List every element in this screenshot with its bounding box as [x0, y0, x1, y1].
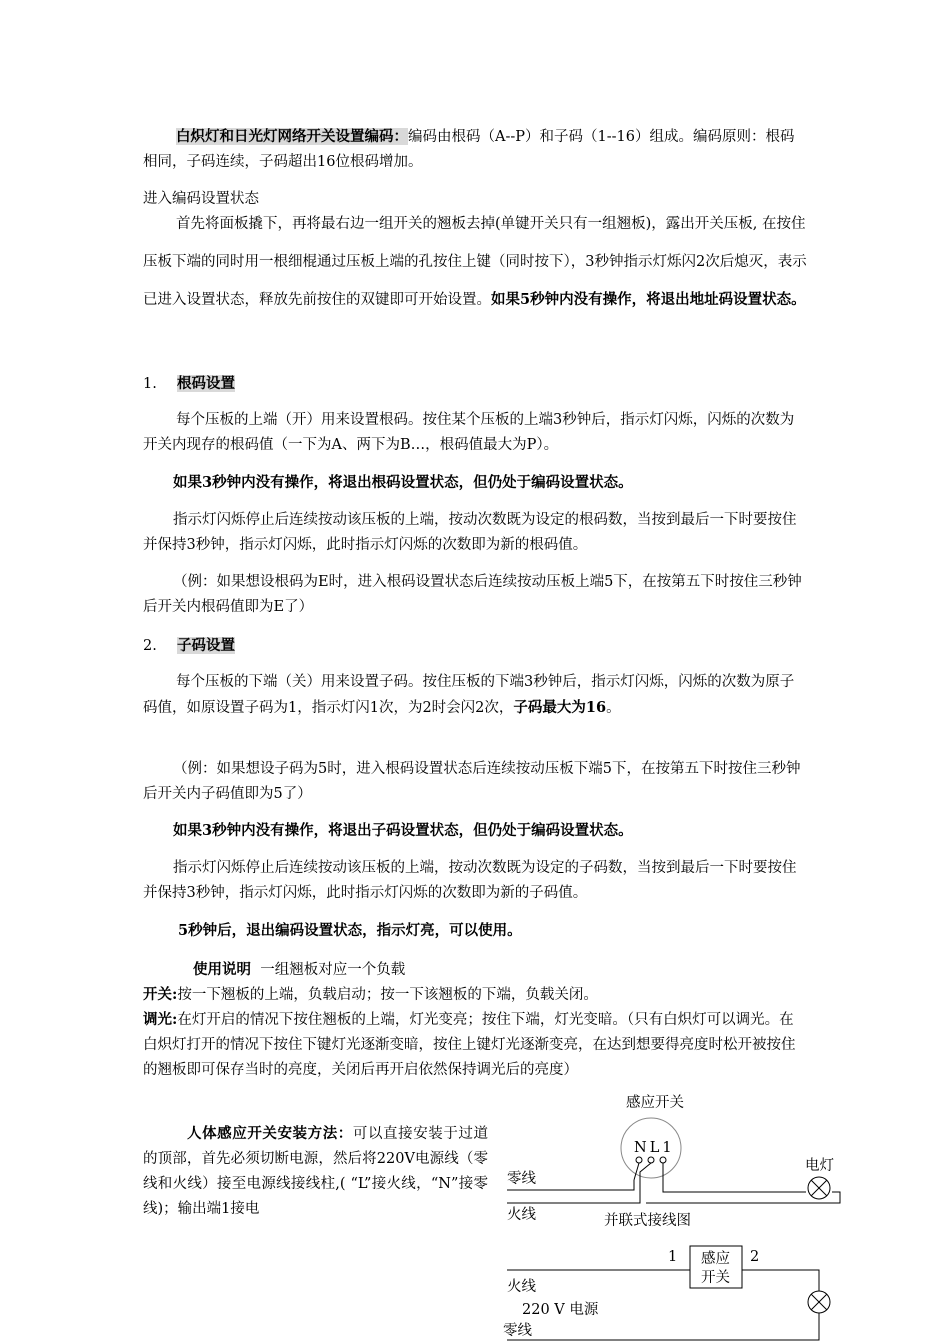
section1-p2: 如果3秒钟内没有操作，将退出根码设置状态，但仍处于编码设置状态。 — [173, 474, 633, 491]
neutral-drop — [634, 1163, 639, 1180]
usage-title: 使用说明 — [193, 961, 251, 978]
section1-p4: （例：如果想设根码为E时，进入根码设置状态后连续按动压板上端5下，在按第五下时按住三秒钟后开关内根码值即为E了） — [143, 574, 802, 615]
terminal-1-dot — [660, 1157, 666, 1163]
install-title: 人体感应开关安装方法： — [187, 1124, 353, 1142]
terminals-label: NL1 — [634, 1140, 675, 1156]
live-label: 火线 — [507, 1207, 536, 1223]
switch-label-line2: 开关 — [701, 1270, 730, 1286]
section2-p2: （例：如果想设子码为5时，进入根码设置状态后连续按动压板下端5下，在按第五下时按住三秒钟后开关内子码值即为5了） — [143, 761, 801, 802]
usage-switch-text: 按一下翘板的上端，负载启动；按一下该翘板的下端，负载关闭。 — [177, 987, 598, 1003]
section2-p1-bold: 子码最大为16 — [513, 699, 607, 716]
section1-title: 根码设置 — [177, 375, 235, 392]
install-text: 可以直接安装于过道的顶部，首先必须切断电源，然后将220V电源线（零线和火线）接至电源线接线柱,( “L”接火线，“N”接零线)；输出端1接电 — [143, 1125, 489, 1217]
source-label: 220 V 电源 — [522, 1302, 599, 1318]
usage-subtitle: 一组翘板对应一个负载 — [260, 962, 406, 978]
neutral-label: 零线 — [507, 1171, 536, 1187]
terminal-l-dot — [648, 1157, 654, 1163]
section2-p3: 如果3秒钟内没有操作，将退出子码设置状态，但仍处于编码设置状态。 — [173, 822, 633, 839]
neutral-label-2: 零线 — [503, 1323, 532, 1339]
diagram1-caption: 并联式接线图 — [604, 1213, 691, 1229]
usage-switch-label: 开关: — [143, 986, 178, 1003]
section2-p4: 指示灯闪烁停止后连续按动该压板的上端，按动次数既为设定的子码数，当按到最后一下时要按住并保持3秒钟，指示灯闪烁，此时指示灯闪烁的次数即为新的子码值。 — [143, 860, 797, 901]
output-wire-2 — [742, 1270, 819, 1291]
live-label-2: 火线 — [507, 1279, 536, 1295]
sensor-switch-label: 感应开关 — [626, 1095, 684, 1111]
section2-p1-end: 。 — [606, 700, 621, 716]
enter-heading: 进入编码设置状态 — [143, 191, 259, 207]
parallel-wiring-diagram — [507, 1118, 840, 1203]
terminal-2-label: 2 — [750, 1249, 760, 1265]
section2-p1-text: 每个压板的下端（关）用来设置子码。按住压板的下端3秒钟后，指示灯闪烁，闪烁的次数为原子码值，如原设置子码为1，指示灯闪1次，为2时会闪2次， — [143, 674, 795, 716]
enter-bold-text: 如果5秒钟内没有操作，将退出地址码设置状态。 — [491, 291, 806, 308]
lamp-label: 电灯 — [805, 1158, 834, 1174]
intro-text: 编码由根码（A--P）和子码（1--16）组成。编码原则：根码相同，子码连续，子码超出16位根码增加。 — [143, 129, 795, 170]
section2-number: 2. — [143, 638, 157, 654]
return-wire — [646, 1192, 840, 1203]
section1-number: 1. — [143, 376, 157, 392]
output-wire — [663, 1163, 806, 1192]
usage-dim-text: 在灯开启的情况下按住翘板的上端，灯光变亮；按住下端，灯光变暗。（只有白炽灯可以调光。在白炽灯打开的情况下按住下键灯光逐渐变暗，按住上键灯光逐渐变亮，在达到想要得亮度时松开被按住的翘板即可保存当时的亮度，关闭后再开启依然保持调光后的亮度） — [143, 1012, 796, 1078]
usage-dim-label: 调光: — [143, 1011, 178, 1028]
terminal-n-dot — [636, 1157, 642, 1163]
intro-title: 白炽灯和日光灯网络开关设置编码： — [176, 128, 408, 145]
enter-text: 首先将面板撬下，再将最右边一组开关的翘板去掉(单键开关只有一组翘板)，露出开关压板, 在按住压板下端的同时用一根细棍通过压板上端的孔按住上键（同时按下），3秒钟指示灯烁闪2次后熄灭，表示已进入设置状态，释放先前按住的双键即可开始设置。 — [143, 216, 807, 308]
section1-p1: 每个压板的上端（开）用来设置根码。按住某个压板的上端3秒钟后，指示灯闪烁，闪烁的次数为开关内现存的根码值（一下为A、两下为B…，根码值最大为P）。 — [143, 412, 795, 453]
terminal-1-label: 1 — [668, 1249, 678, 1265]
section1-p3: 指示灯闪烁停止后连续按动该压板的上端，按动次数既为设定的根码数，当按到最后一下时要按住并保持3秒钟，指示灯闪烁，此时指示灯闪烁的次数即为新的根码值。 — [143, 512, 797, 553]
switch-label-line1: 感应 — [701, 1251, 730, 1267]
section2-p5: 5秒钟后，退出编码设置状态，指示灯亮，可以使用。 — [178, 922, 522, 939]
section2-title: 子码设置 — [177, 637, 235, 654]
